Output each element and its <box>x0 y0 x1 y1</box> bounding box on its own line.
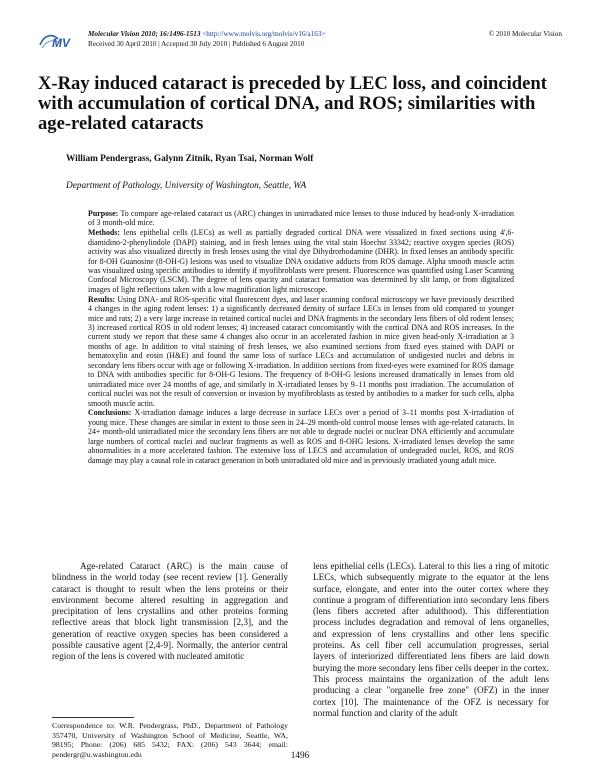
copyright-notice: © 2010 Molecular Vision <box>488 30 562 38</box>
footnote-divider <box>52 717 134 718</box>
journal-header <box>38 30 562 54</box>
conclusions-label: Conclusions: <box>88 408 132 418</box>
article-url[interactable]: <http://www.molvis.org/molvis/v16/a163> <box>202 30 326 38</box>
journal-name: Molecular Vision 2010; 16:1496-1513 <box>88 30 201 38</box>
body-column-left <box>52 561 288 663</box>
results-label: Results: <box>88 294 116 304</box>
svg-text:MV: MV <box>52 36 70 50</box>
methods-text: lens epithelial cells (LECs) as well as partially degraded cortical DNA were visualized in fixed sections using 4',6-diamidino-2-phenylindole (DAPI) staining, and in fresh lenses using the vital stain Hoechst 33342; reactive oxygen species (ROS) activity was also visualized directly in fresh lenses using the vital dye Dihydrorhodamine (DHR). In fixed lenses an antibody specific for 8-OH Guanosine (8-OH-G) lesions was used to visualize DNA oxidative adducts from ROS damage. Alpha smooth muscle actin was visualized using specific antibodies to identify if myofibroblasts were present. Fluorescence was quantified using Laser Scanning Confocal Microscopy (LSCM). The degree of lens opacity and cataract formation was determined by slit lamp, or from digitalized images of light reflections taken with a low magnification light microscope. <box>88 228 514 294</box>
page-number: 1496 <box>290 751 310 761</box>
abstract <box>88 209 514 465</box>
intro-paragraph: Age-related Cataract (ARC) is the main cause of blindness in the world today (see recent review [1]. Generally cataract is thought to result when the lens proteins or their environment become altered resulting in aggregation and precipitation of lens crystallins and other proteins forming reflective areas that block light transmission [2,3], and the generation of reactive oxygen species has been considered a possible causative agent [2,4-9]. Normally, the anterior central region of the lens is covered with nucleated amitotic <box>52 561 288 662</box>
correspondence-footnote: Correspondence to: W.R. Pendergrass, PhD., Department of Pathology 357470, University of Washington School of Medicine, Seattle, WA, 98195; Phone: (206) 685 5432; FAX: (206) 543 3644; email: pendergr@u.washington.edu <box>52 721 288 759</box>
publication-dates: Received 30 April 2010 | Accepted 30 July 2010 | Published 6 August 2010 <box>88 40 305 48</box>
author-list: William Pendergrass, Galynn Zitnik, Ryan Tsai, Norman Wolf <box>66 154 314 164</box>
methods-label: Methods: <box>88 228 120 238</box>
purpose-text: To compare age-related cataract us (ARC) changes in unirradiated mice lenses to those induced by head-only X-irradiation of 3 month-old mice. <box>88 209 514 228</box>
abstract-purpose <box>88 209 514 228</box>
article-title: X-Ray induced cataract is preceded by LEC loss, and coincident with accumulation of cortical DNA, and ROS; similarities with age-related cataracts <box>38 73 547 134</box>
abstract-methods <box>88 228 514 294</box>
results-text: Using DNA- and ROS-specific vital fluorescent dyes, and laser scanning confocal microscopy we have previously described 4 changes in the aging rodent lenses: 1) a significantly decreased density of surface LECs in lenses from old compared to younger mice and rats; 2) a very large increase in retained cortical nuclei and DNA fragments in the secondary lens fibers of old rodent lenses; 3) increased cortical ROS in old rodent lenses; 4) increased cataract concomitantly with the cortical DNA and ROS increases. In the current study we report that these same 4 changes also occur in an accelerated fashion in mice given head-only X-irradiation at 3 months of age. In addition to vital staining of fresh lenses, we also examined sections from fixed eyes stained with DAPI or hematoxylin and eosin (H&E) and found the same loss of surface LECs and accumulation of undigested nuclei and debris in secondary lens fibers occur with age or following X-irradiation. In addition sections from fixed-eyes were examined for ROS damage to DNA with antibodies specific for 8-OH-G lesions. The frequency of 8-OH-G lesions increased dramatically in lenses from old unirradiated mice over 24 months of age, and similarly in X-irradiated lenses by 9–11 months post irradiation. The accumulation of cortical nuclei was not the result of conversion or invasion by myofibroblasts as tested by antibodies to a marker for such cells, alpha smooth muscle actin. <box>88 294 514 408</box>
journal-citation <box>88 30 326 39</box>
molecular-vision-logo <box>38 30 82 52</box>
abstract-conclusions <box>88 408 514 465</box>
body-column-right <box>313 561 549 719</box>
abstract-results <box>88 295 514 408</box>
intro-paragraph-continued: lens epithelial cells (LECs). Lateral to this lies a ring of mitotic LECs, which subsequently migrate to the equator at the lens surface, elongate, and enter into the outer cortex where they continue a program of differentiation into secondary lens fibers (lens fibers accreted after adulthood). This differentiation process includes degradation and removal of lens organelles, and expression of lens crystallins and other lens specific proteins. As cell fiber cell accumulation progresses, serial layers of interiorized differentiated lens fibers are laid down burying the more secondary lens fiber cells deeper in the cortex. This process maintains the organization of the adult lens producing a clear "organelle free zone" (OFZ) in the inner cortex [10]. The maintenance of the OFZ is necessary for normal function and clarity of the adult <box>313 561 549 718</box>
affiliation: Department of Pathology, University of Washington, Seattle, WA <box>66 181 307 191</box>
conclusions-text: X-irradiation damage induces a large decrease in surface LECs over a period of 3–11 months post X-irradiation of young mice. These changes are similar in extent to those seen in 24–29 month-old control mouse lenses with age-related cataracts. In 24+ month-old unirradiated mice the secondary lens fibers are not able to degrade nuclei or nuclear DNA efficiently and accumulate large numbers of cortical nuclei and nuclear fragments as well as ROS and 8-OHG lesions. X-irradiated lenses develop the same abnormalities in a more accelerated fashion. The extensive loss of LECS and accumulation of undegraded nuclei, ROS, and ROS damage may play a causal role in cataract generation in both unirradiated old mice and in previously irradiated young adult mice. <box>88 408 514 465</box>
purpose-label: Purpose: <box>88 209 119 218</box>
